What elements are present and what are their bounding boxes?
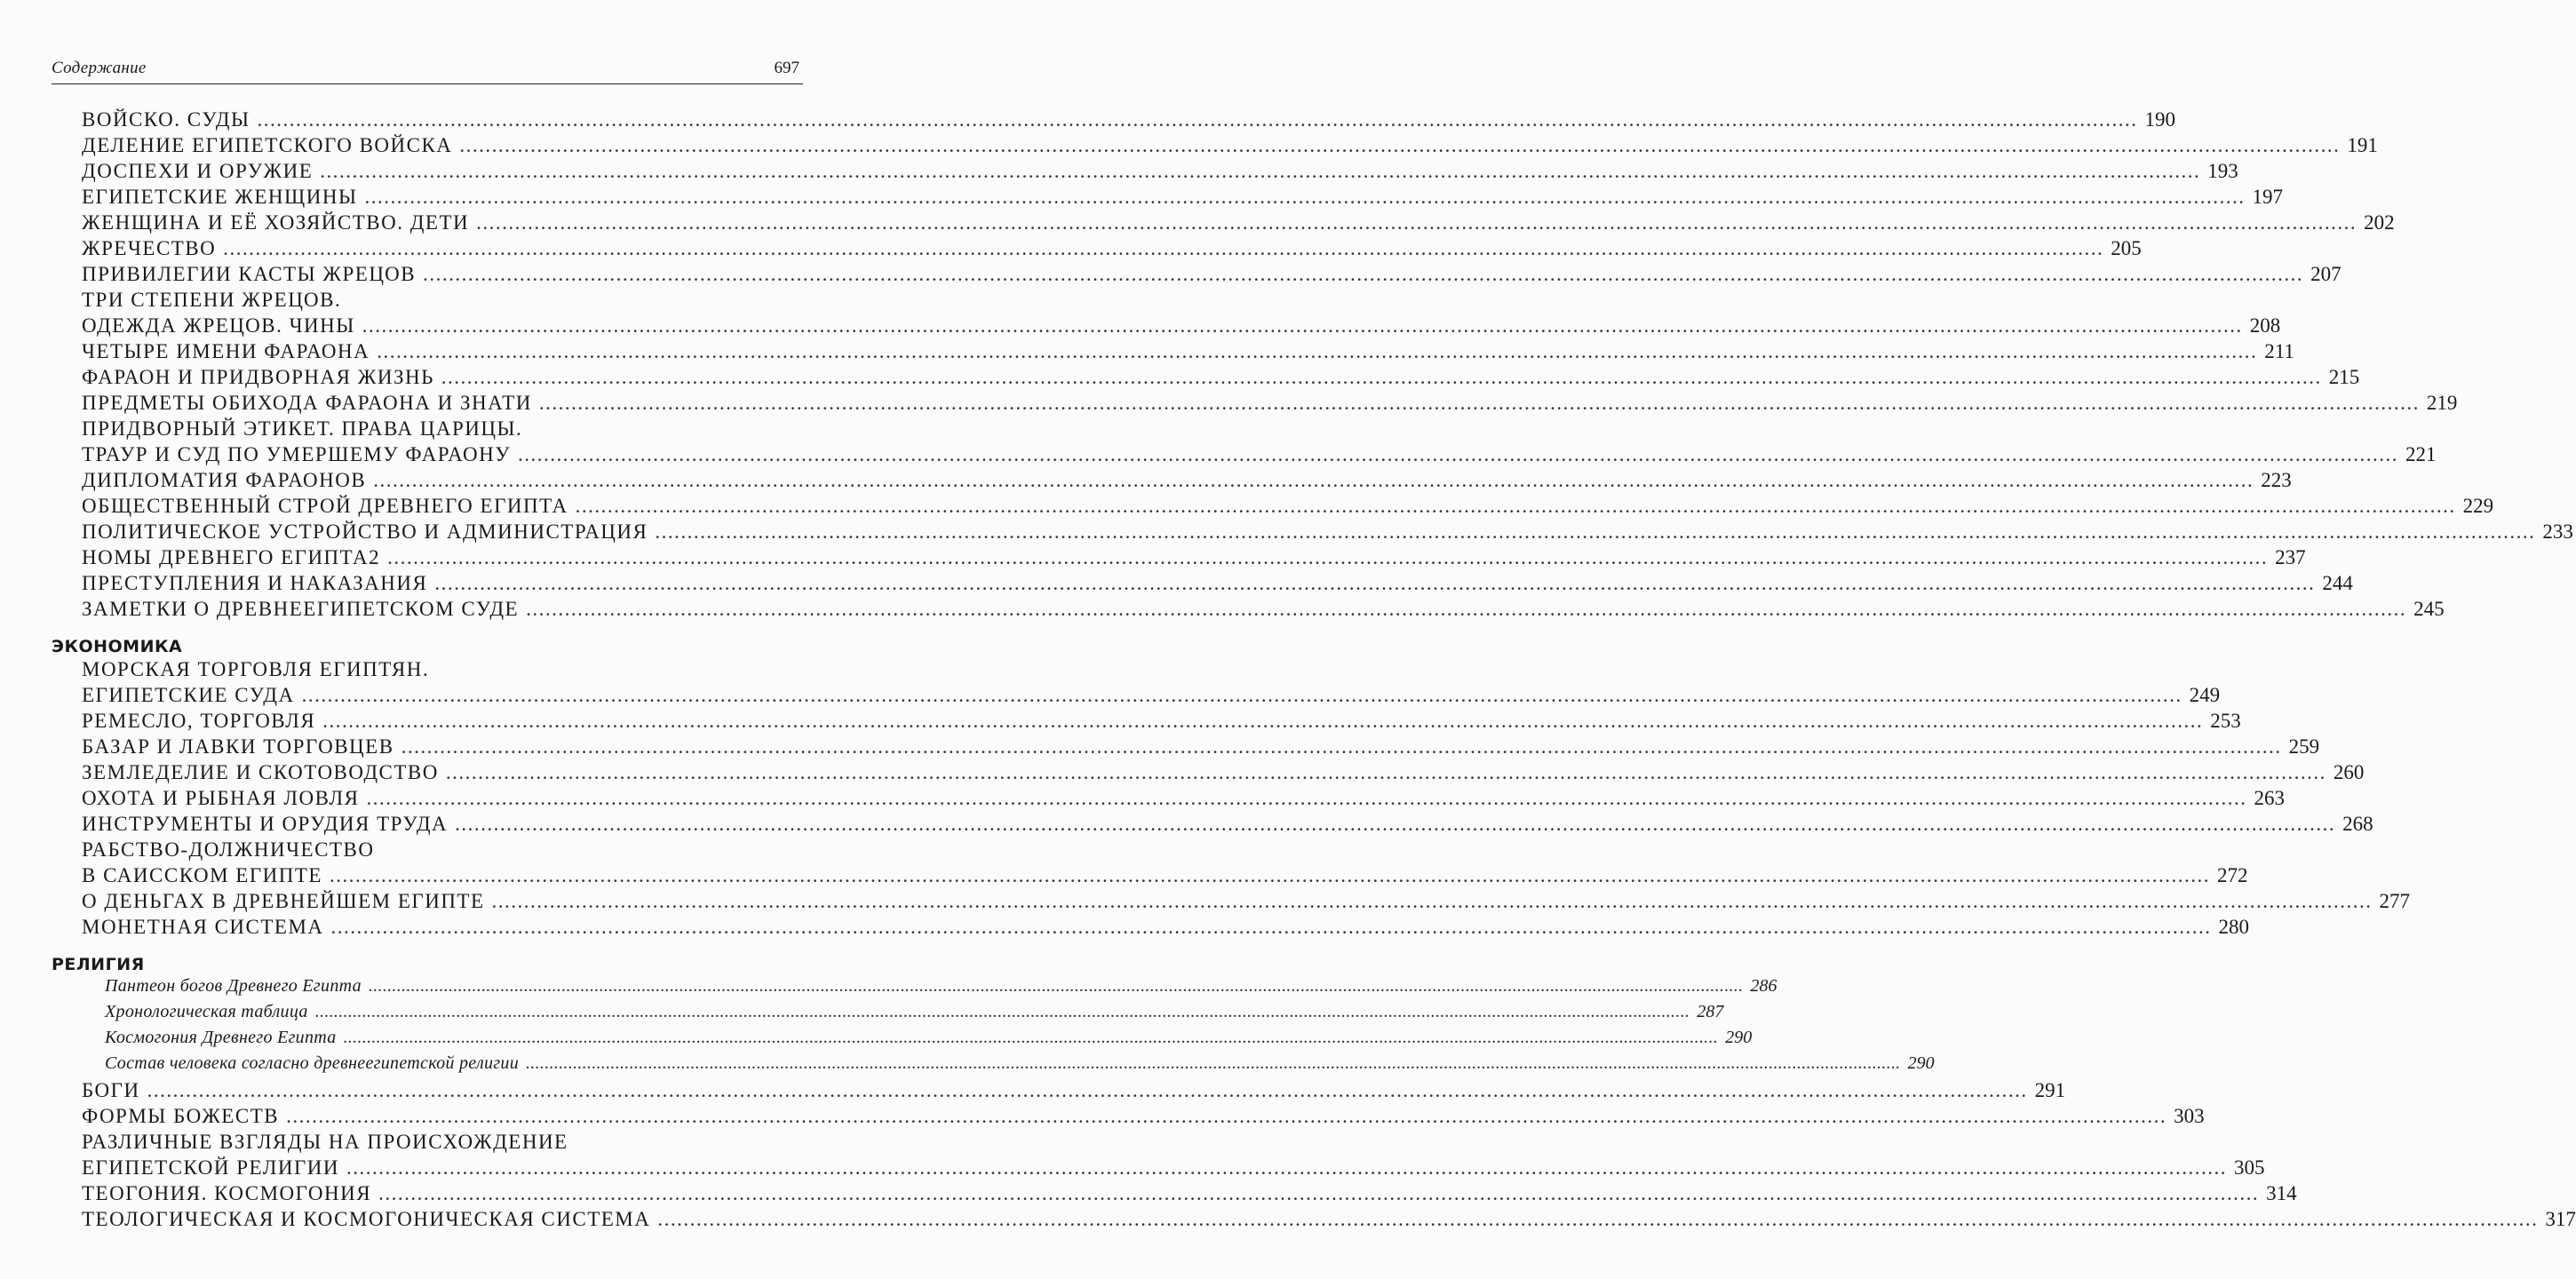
toc-entry	[52, 864, 2248, 890]
dot-leader	[576, 495, 2456, 518]
toc-entry-title: ЗАМЕТКИ О ДРЕВНЕЕГИПЕТСКОМ СУДЕ	[82, 598, 520, 620]
toc-entry-title: ОБЩЕСТВЕННЫЙ СТРОЙ ДРЕВНЕГО ЕГИПТА	[82, 495, 568, 517]
toc-entry-title: ТЕОГОНИЯ. КОСМОГОНИЯ	[82, 1182, 372, 1204]
toc-entry	[52, 598, 2445, 624]
toc-entry-page-number: 317	[2545, 1208, 2576, 1230]
toc-entry	[52, 838, 803, 864]
toc-entry-title: ПРЕСТУПЛЕНИЯ И НАКАЗАНИЯ	[82, 572, 428, 594]
toc-entry-title: ПРЕДМЕТЫ ОБИХОДА ФАРАОНА И ЗНАТИ	[82, 392, 532, 414]
toc-entry-page-number: 272	[2216, 864, 2248, 886]
toc-entry	[52, 890, 2411, 916]
toc-entry-title: ЧЕТЫРЕ ИМЕНИ ФАРАОНА	[82, 340, 370, 362]
toc-entry	[52, 916, 2250, 941]
toc-entry	[52, 366, 2360, 392]
toc-entry	[52, 289, 803, 314]
toc-entry-title: ПОЛИТИЧЕСКОЕ УСТРОЙСТВО И АДМИНИСТРАЦИЯ	[82, 520, 648, 543]
toc-entry	[52, 1182, 2297, 1208]
toc-entry-page-number: 245	[2413, 598, 2445, 620]
toc-subentry	[52, 1053, 1935, 1079]
dot-leader	[344, 1028, 1719, 1048]
toc-entry-title: ОДЕЖДА ЖРЕЦОВ. ЧИНЫ	[82, 314, 355, 337]
toc-entry-page-number: 314	[2266, 1182, 2297, 1204]
dot-leader	[331, 916, 2212, 939]
toc-entry-title: ТРАУР И СУД ПО УМЕРШЕМУ ФАРАОНУ	[82, 443, 512, 465]
toc-entry-title: МОНЕТНАЯ СИСТЕМА	[82, 916, 324, 938]
toc-entry	[52, 237, 2142, 263]
toc-entry	[52, 314, 2281, 340]
toc-entry	[52, 658, 803, 684]
toc-entry-title: Хронологическая таблица	[105, 1002, 308, 1021]
toc-entry-title: ЕГИПЕТСКОЙ РЕЛИГИИ	[82, 1156, 340, 1179]
toc-entry-page-number: 277	[2379, 890, 2411, 912]
toc-entry-page-number: 249	[2189, 684, 2221, 706]
toc-entry-page-number: 229	[2462, 495, 2494, 517]
toc-entry-page-number: 208	[2249, 314, 2281, 337]
toc-entry-title: ФОРМЫ БОЖЕСТВ	[82, 1105, 280, 1127]
toc-entry-title: ПРИДВОРНЫЙ ЭТИКЕТ. ПРАВА ЦАРИЦЫ.	[82, 417, 523, 440]
dot-leader	[258, 108, 2138, 131]
dot-leader	[446, 761, 2326, 784]
table-of-contents	[52, 108, 2576, 1234]
running-header-page-number: 697	[774, 59, 799, 77]
toc-entry-title: БОГИ	[82, 1079, 140, 1101]
running-header-title: Содержание	[52, 59, 147, 77]
toc-entry	[52, 495, 2494, 520]
toc-entry-title: ПРИВИЛЕГИИ КАСТЫ ЖРЕЦОВ	[82, 263, 417, 285]
toc-entry-title: ДЕЛЕНИЕ ЕГИПЕТСКОГО ВОЙСКА	[82, 134, 453, 156]
dot-leader	[322, 710, 2203, 733]
running-header	[52, 55, 803, 84]
toc-entry-title: О ДЕНЬГАХ В ДРЕВНЕЙШЕМ ЕГИПТЕ	[82, 890, 485, 912]
dot-leader	[365, 186, 2246, 209]
toc-entry-title: ВОЙСКО. СУДЫ	[82, 108, 250, 131]
dot-leader	[455, 813, 2335, 836]
toc-entry	[52, 186, 2284, 211]
toc-entry-title: ИНСТРУМЕНТЫ И ОРУДИЯ ТРУДА	[82, 813, 449, 835]
toc-entry-title: ЕГИПЕТСКИЕ ЖЕНЩИНЫ	[82, 186, 358, 208]
toc-entry-title: ДОСПЕХИ И ОРУЖИЕ	[82, 160, 314, 182]
toc-entry-page-number: 205	[2111, 237, 2142, 259]
toc-entry-page-number: 291	[2034, 1079, 2066, 1101]
dot-leader	[366, 787, 2246, 810]
toc-entry	[52, 1105, 2205, 1131]
toc-entry	[52, 134, 2378, 160]
toc-entry-title: ЕГИПЕТСКИЕ СУДА	[82, 684, 295, 706]
toc-entry-page-number: 286	[1750, 976, 1777, 996]
dot-leader	[378, 1182, 2259, 1205]
toc-entry-title: В САИССКОМ ЕГИПТЕ	[82, 864, 322, 886]
toc-entry-title: ФАРАОН И ПРИДВОРНАЯ ЖИЗНЬ	[82, 366, 434, 388]
toc-entry	[52, 546, 2306, 572]
dot-leader	[476, 211, 2357, 234]
section-heading: РЕЛИГИЯ	[52, 955, 145, 974]
toc-entry	[52, 735, 2320, 761]
toc-entry-page-number: 233	[2542, 520, 2573, 543]
dot-leader	[373, 469, 2254, 492]
dot-leader	[302, 684, 2182, 707]
dot-leader	[286, 1105, 2167, 1128]
dot-leader	[223, 237, 2103, 260]
toc-entry	[52, 787, 2285, 813]
toc-entry-title: ЗЕМЛЕДЕЛИЕ И СКОТОВОДСТВО	[82, 761, 439, 783]
toc-entry-title: ДИПЛОМАТИЯ ФАРАОНОВ	[82, 469, 367, 491]
toc-entry-title: РЕМЕСЛО, ТОРГОВЛЯ	[82, 710, 316, 732]
toc-entry-title: БАЗАР И ЛАВКИ ТОРГОВЦЕВ	[82, 735, 394, 758]
toc-entry	[52, 1079, 2066, 1105]
toc-subentry	[52, 1028, 1753, 1053]
toc-entry	[52, 340, 2294, 366]
toc-subentry	[52, 976, 1777, 1002]
toc-entry	[52, 443, 2437, 469]
dot-leader	[655, 520, 2535, 544]
toc-subentry	[52, 1002, 1724, 1028]
dot-leader	[369, 976, 1744, 997]
toc-entry-page-number: 223	[2261, 469, 2292, 491]
dot-leader	[657, 1208, 2538, 1231]
toc-entry-page-number: 207	[2310, 263, 2341, 285]
toc-entry-page-number: 202	[2364, 211, 2395, 234]
toc-entry-page-number: 290	[1907, 1053, 1935, 1073]
dot-leader	[330, 864, 2210, 887]
toc-entry	[52, 211, 2395, 237]
dot-leader	[377, 340, 2257, 363]
toc-entry	[52, 761, 2365, 787]
toc-entry	[52, 1156, 2265, 1182]
toc-entry-page-number: 253	[2210, 710, 2241, 732]
toc-entry-page-number: 260	[2333, 761, 2365, 783]
dot-leader	[492, 890, 2373, 913]
toc-entry-title: РАБСТВО-ДОЛЖНИЧЕСТВО	[82, 838, 375, 861]
dot-leader	[459, 134, 2340, 157]
toc-entry-title: Космогония Древнего Египта	[105, 1028, 337, 1047]
dot-leader	[526, 1053, 1901, 1074]
dot-leader	[402, 735, 2282, 759]
toc-entry-title: НОМЫ ДРЕВНЕГО ЕГИПТА2	[82, 546, 381, 568]
toc-entry-page-number: 259	[2288, 735, 2320, 758]
toc-entry	[52, 572, 2353, 598]
toc-entry-title: Пантеон богов Древнего Египта	[105, 976, 362, 996]
toc-entry-page-number: 303	[2174, 1105, 2205, 1127]
toc-entry	[52, 469, 2292, 495]
toc-entry	[52, 710, 2241, 735]
toc-entry-page-number: 305	[2234, 1156, 2265, 1179]
dot-leader	[423, 263, 2303, 286]
dot-leader	[441, 366, 2322, 389]
toc-entry-page-number: 190	[2144, 108, 2176, 131]
toc-entry-title: ТЕОЛОГИЧЕСКАЯ И КОСМОГОНИЧЕСКАЯ СИСТЕМА	[82, 1208, 651, 1230]
toc-entry-title: ТРИ СТЕПЕНИ ЖРЕЦОВ.	[82, 289, 342, 311]
toc-entry	[52, 108, 2176, 134]
dot-leader	[320, 160, 2200, 183]
dot-leader	[539, 392, 2420, 415]
toc-entry	[52, 1208, 2576, 1234]
toc-entry	[52, 813, 2373, 838]
toc-entry-title: МОРСКАЯ ТОРГОВЛЯ ЕГИПТЯН.	[82, 658, 430, 680]
toc-entry-page-number: 263	[2254, 787, 2285, 809]
dot-leader	[315, 1002, 1690, 1022]
section-heading: ЭКОНОМИКА	[52, 637, 183, 656]
toc-entry	[52, 160, 2238, 186]
dot-leader	[147, 1079, 2028, 1102]
toc-entry	[52, 684, 2221, 710]
toc-entry	[52, 417, 803, 443]
toc-entry-page-number: 244	[2322, 572, 2353, 594]
toc-entry-page-number: 215	[2328, 366, 2360, 388]
toc-entry-page-number: 237	[2275, 546, 2306, 568]
toc-entry-title: ЖРЕЧЕСТВО	[82, 237, 217, 259]
toc-entry-page-number: 193	[2207, 160, 2238, 182]
toc-entry-title: РАЗЛИЧНЫЕ ВЗГЛЯДЫ НА ПРОИСХОЖДЕНИЕ	[82, 1131, 568, 1153]
toc-entry-page-number: 191	[2347, 134, 2378, 156]
toc-entry-page-number: 197	[2252, 186, 2284, 208]
dot-leader	[434, 572, 2315, 595]
toc-entry-page-number: 280	[2218, 916, 2250, 938]
toc-entry-page-number: 219	[2426, 392, 2458, 414]
toc-entry	[52, 1131, 803, 1156]
toc-entry-title: ОХОТА И РЫБНАЯ ЛОВЛЯ	[82, 787, 360, 809]
toc-entry-page-number: 268	[2342, 813, 2373, 835]
dot-leader	[518, 443, 2398, 466]
dot-leader	[362, 314, 2243, 338]
toc-entry-page-number: 221	[2405, 443, 2437, 465]
dot-leader	[526, 598, 2406, 621]
toc-entry-page-number: 290	[1725, 1028, 1753, 1047]
dot-leader	[346, 1156, 2227, 1180]
toc-entry	[52, 392, 2458, 417]
toc-entry-title: Состав человека согласно древнеегипетской религии	[105, 1053, 519, 1073]
dot-leader	[387, 546, 2268, 569]
toc-entry	[52, 520, 2573, 546]
toc-entry-page-number: 287	[1697, 1002, 1724, 1021]
toc-entry-page-number: 211	[2264, 340, 2294, 362]
toc-entry-title: ЖЕНЩИНА И ЕЁ ХОЗЯЙСТВО. ДЕТИ	[82, 211, 470, 234]
toc-entry	[52, 263, 2341, 289]
